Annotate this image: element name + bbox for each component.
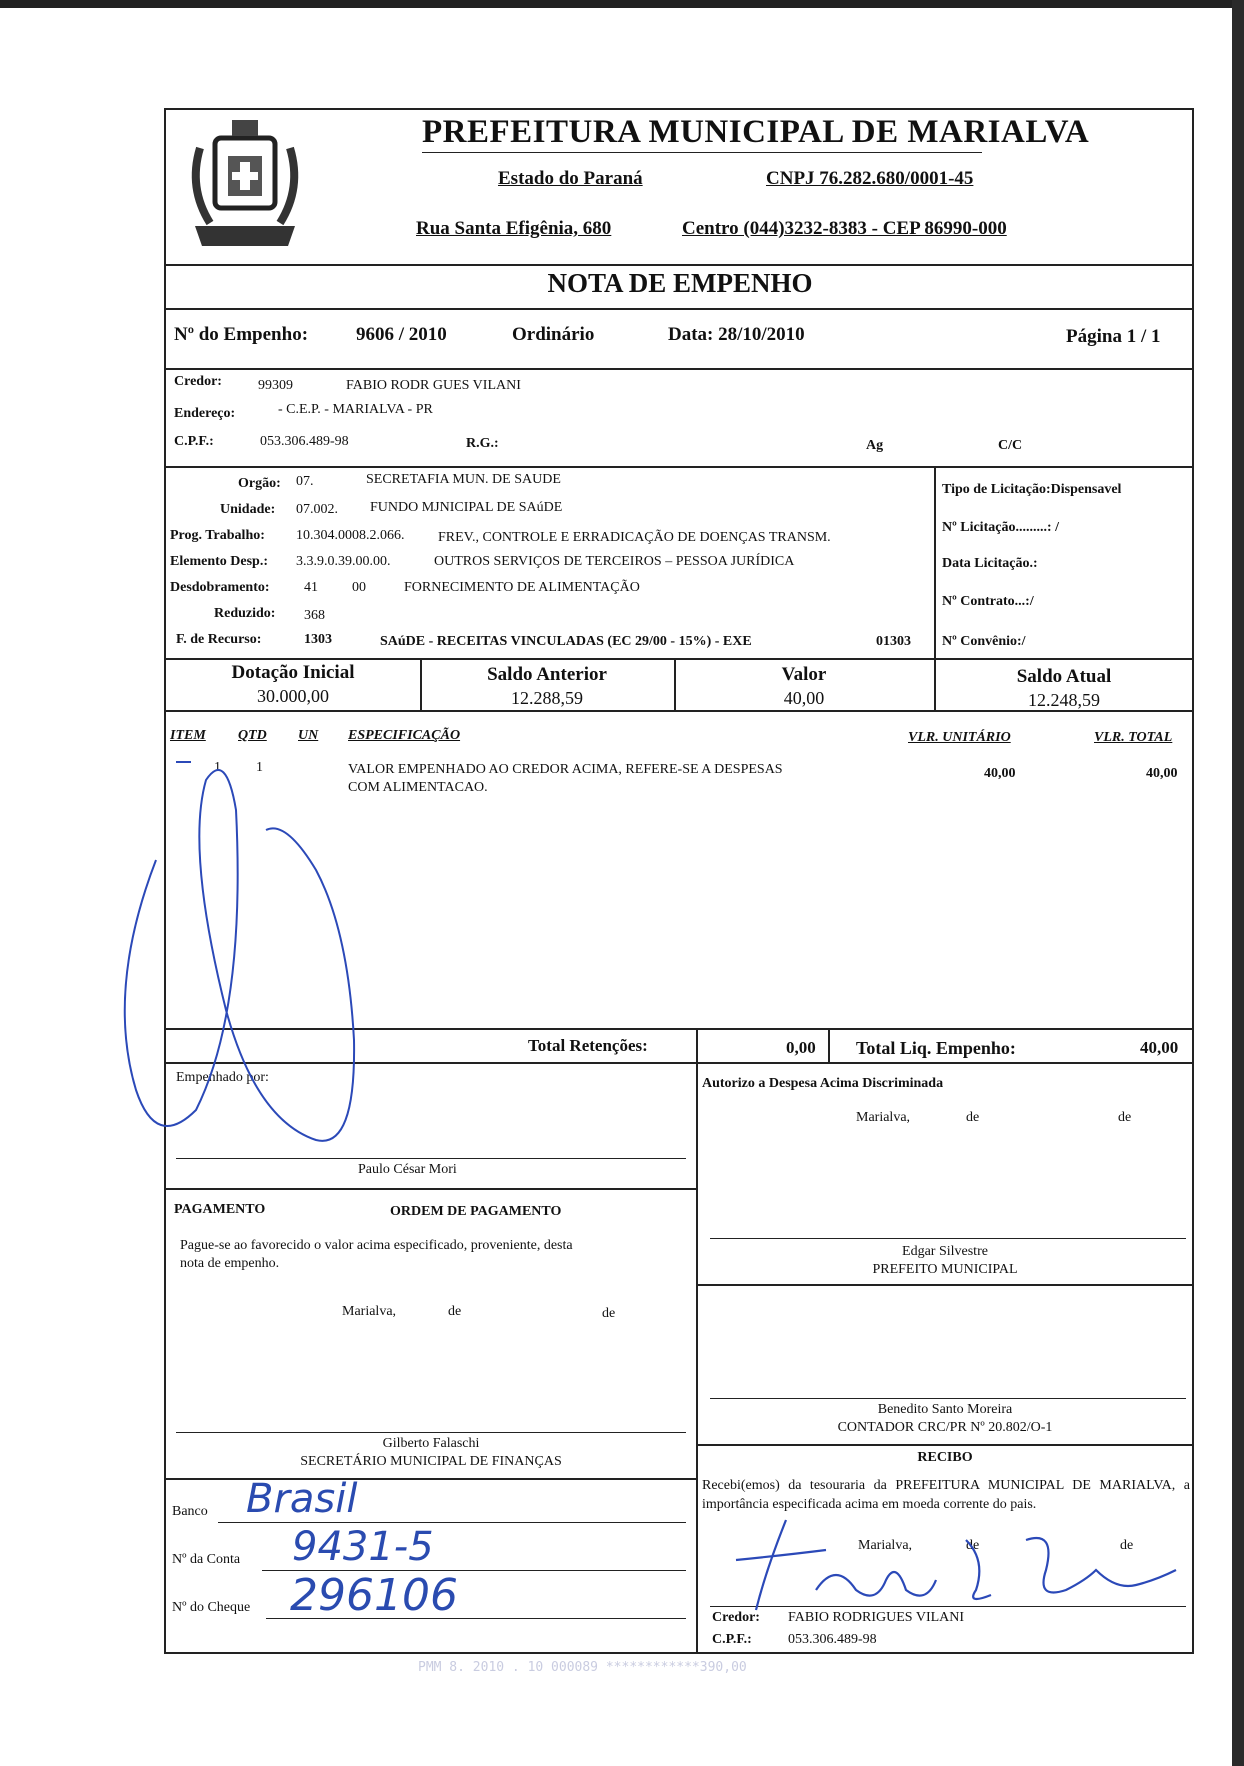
desdobramento-code2: 00 <box>352 580 366 595</box>
recurso-code: 1303 <box>304 632 332 647</box>
nota-empenho-form <box>164 108 1194 1654</box>
licitacao-data: Data Licitação.: <box>942 556 1038 571</box>
licitacao-tipo: Tipo de Licitação:Dispensavel <box>942 482 1122 497</box>
item-row-item: 1 <box>214 760 221 775</box>
orgao-code: 07. <box>296 474 314 489</box>
desdobramento-label: Desdobramento: <box>170 580 270 595</box>
address-label: Endereço: <box>174 406 236 421</box>
elemento-name: OUTROS SERVIÇOS DE TERCEIROS – PESSOA JURÍDICA <box>434 554 795 569</box>
unidade-name: FUNDO MJNICIPAL DE SAúDE <box>370 500 563 515</box>
dotacao-value: 30.000,00 <box>257 686 329 706</box>
rg-label: R.G.: <box>466 436 499 451</box>
contador-name: Benedito Santo Moreira <box>877 1402 1013 1417</box>
recurso-name: SAúDE - RECEITAS VINCULADAS (EC 29/00 - 15%) - EXE <box>380 634 752 649</box>
coat-of-arms-icon <box>170 108 320 258</box>
orgao-label: Orgão: <box>238 476 281 491</box>
account-label: C/C <box>998 438 1023 453</box>
empenho-date: Data: 28/10/2010 <box>668 324 805 345</box>
address-value: - C.E.P. - MARIALVA - PR <box>278 402 433 417</box>
total-liquido-value: 40,00 <box>1140 1038 1179 1057</box>
unidade-label: Unidade: <box>220 502 276 517</box>
street-address: Rua Santa Efigênia, 680 <box>416 218 612 239</box>
col-header-vlr-unitario: VLR. UNITÁRIO <box>908 730 1011 745</box>
item-row-desc-line2: COM ALIMENTACAO. <box>348 780 488 795</box>
banco-label: Banco <box>172 1504 208 1519</box>
authentication-stamp: PMM 8. 2010 . 10 000089 ************390,00 <box>418 1660 747 1675</box>
unidade-code: 07.002. <box>296 502 338 517</box>
page-indicator: Página 1 / 1 <box>1066 326 1161 347</box>
convenio-numero: Nº Convênio:/ <box>942 634 1026 649</box>
recibo-label: RECIBO <box>917 1450 973 1465</box>
cheque-handwritten: 296106 <box>290 1570 458 1621</box>
empenho-type: Ordinário <box>512 324 595 345</box>
pagamento-de1: de <box>448 1304 462 1319</box>
ordem-pagamento-label: ORDEM DE PAGAMENTO <box>390 1204 562 1219</box>
item-row-unit-price: 40,00 <box>984 766 1016 781</box>
item-row-desc-line1: VALOR EMPENHADO AO CREDOR ACIMA, REFERE-SE A DESPESAS <box>348 762 783 777</box>
secretario-name: Gilberto Falaschi <box>382 1436 480 1451</box>
valor-value: 40,00 <box>783 688 825 708</box>
credor-code: 99309 <box>258 378 293 393</box>
cpf-label: C.P.F.: <box>174 434 214 449</box>
valor-label: Valor <box>781 664 827 685</box>
pagamento-text-line1: Pague-se ao favorecido o valor acima especificado, proveniente, desta <box>180 1238 573 1253</box>
scan-border-top <box>0 0 1244 8</box>
saldo-anterior-value: 12.288,59 <box>511 688 583 708</box>
recibo-place: Marialva, <box>858 1538 913 1553</box>
pagamento-text-line2: nota de empenho. <box>180 1256 280 1271</box>
cnpj: CNPJ 76.282.680/0001-45 <box>766 168 974 189</box>
conta-handwritten: 9431-5 <box>292 1524 434 1570</box>
municipality-title: PREFEITURA MUNICIPAL DE MARIALVA <box>422 114 1090 150</box>
banco-handwritten: Brasil <box>246 1476 358 1522</box>
total-retencoes-value: 0,00 <box>786 1038 816 1057</box>
total-liquido-label: Total Liq. Empenho: <box>856 1038 1016 1058</box>
elemento-label: Elemento Desp.: <box>170 554 268 569</box>
empenhado-por-label: Empenhado por: <box>176 1070 269 1085</box>
item-row-total: 40,00 <box>1146 766 1178 781</box>
recibo-credor-label: Credor: <box>712 1610 760 1625</box>
desdobramento-name: FORNECIMENTO DE ALIMENTAÇÃO <box>404 580 640 595</box>
prog-name: FREV., CONTROLE E ERRADICAÇÃO DE DOENÇAS TRANSM. <box>438 530 831 545</box>
saldo-anterior-label: Saldo Anterior <box>487 664 607 685</box>
contrato-numero: Nº Contrato...:/ <box>942 594 1034 609</box>
col-header-un: UN <box>298 728 319 743</box>
prefeito-name: Edgar Silvestre <box>902 1244 988 1259</box>
col-header-item: ITEM <box>170 728 206 743</box>
recibo-de2: de <box>1120 1538 1134 1553</box>
pagamento-place: Marialva, <box>342 1304 397 1319</box>
state-name: Estado do Paraná <box>498 168 643 189</box>
recibo-text: Recebi(emos) da tesouraria da PREFEITURA MUNICIPAL DE MARIALVA, a importância especificada acima em moeda corrente do pais. <box>702 1478 1190 1512</box>
secretario-title: SECRETÁRIO MUNICIPAL DE FINANÇAS <box>300 1454 562 1469</box>
scan-border-right <box>1232 0 1244 1766</box>
prefeito-title: PREFEITO MUNICIPAL <box>872 1262 1018 1277</box>
total-retencoes-label: Total Retenções: <box>528 1036 648 1055</box>
pagamento-de2: de <box>602 1306 616 1321</box>
desdobramento-code: 41 <box>304 580 318 595</box>
recibo-de1: de <box>966 1538 980 1553</box>
prog-code: 10.304.0008.2.066. <box>296 528 405 543</box>
autorizo-de1: de <box>966 1110 980 1125</box>
empenho-number-label: Nº do Empenho: <box>174 324 309 345</box>
recibo-cpf-value: 053.306.489-98 <box>788 1632 877 1647</box>
autorizo-de2: de <box>1118 1110 1132 1125</box>
saldo-atual-value: 12.248,59 <box>1028 690 1100 710</box>
col-header-qtd: QTD <box>238 728 267 743</box>
conta-label: Nº da Conta <box>172 1552 241 1567</box>
cheque-label: Nº do Cheque <box>172 1600 251 1615</box>
agency-label: Ag <box>866 438 884 453</box>
empenho-number: 9606 / 2010 <box>356 324 447 345</box>
autorizo-place: Marialva, <box>856 1110 911 1125</box>
empenhado-por-name: Paulo César Mori <box>358 1162 457 1177</box>
handwritten-signature-credor <box>726 1510 1186 1620</box>
handwritten-signature-empenho <box>86 710 446 1170</box>
col-header-especificacao: ESPECIFICAÇÃO <box>348 728 461 743</box>
document-title: NOTA DE EMPENHO <box>547 268 813 298</box>
reduzido-code: 368 <box>304 608 325 623</box>
recibo-cpf-label: C.P.F.: <box>712 1632 752 1647</box>
dotacao-label: Dotação Inicial <box>231 662 355 683</box>
recibo-credor-name: FABIO RODRIGUES VILANI <box>788 1610 965 1625</box>
credor-label: Credor: <box>174 374 222 389</box>
item-row-qtd: 1 <box>256 760 263 775</box>
orgao-name: SECRETAFIA MUN. DE SAUDE <box>366 472 561 487</box>
contador-title: CONTADOR CRC/PR Nº 20.802/O-1 <box>837 1420 1053 1435</box>
autorizo-label: Autorizo a Despesa Acima Discriminada <box>702 1076 944 1091</box>
reduzido-label: Reduzido: <box>214 606 276 621</box>
saldo-atual-label: Saldo Atual <box>1016 666 1112 687</box>
elemento-code: 3.3.9.0.39.00.00. <box>296 554 391 569</box>
credor-name: FABIO RODR GUES VILANI <box>346 378 521 393</box>
prog-label: Prog. Trabalho: <box>170 528 265 543</box>
col-header-vlr-total: VLR. TOTAL <box>1094 730 1173 745</box>
pagamento-label: PAGAMENTO <box>174 1202 266 1217</box>
recurso-code2: 01303 <box>876 634 911 649</box>
district-phone-cep: Centro (044)3232-8383 - CEP 86990-000 <box>682 218 1007 239</box>
recurso-label: F. de Recurso: <box>176 632 262 647</box>
cpf-value: 053.306.489-98 <box>260 434 349 449</box>
licitacao-numero: Nº Licitação.........: / <box>942 520 1059 535</box>
